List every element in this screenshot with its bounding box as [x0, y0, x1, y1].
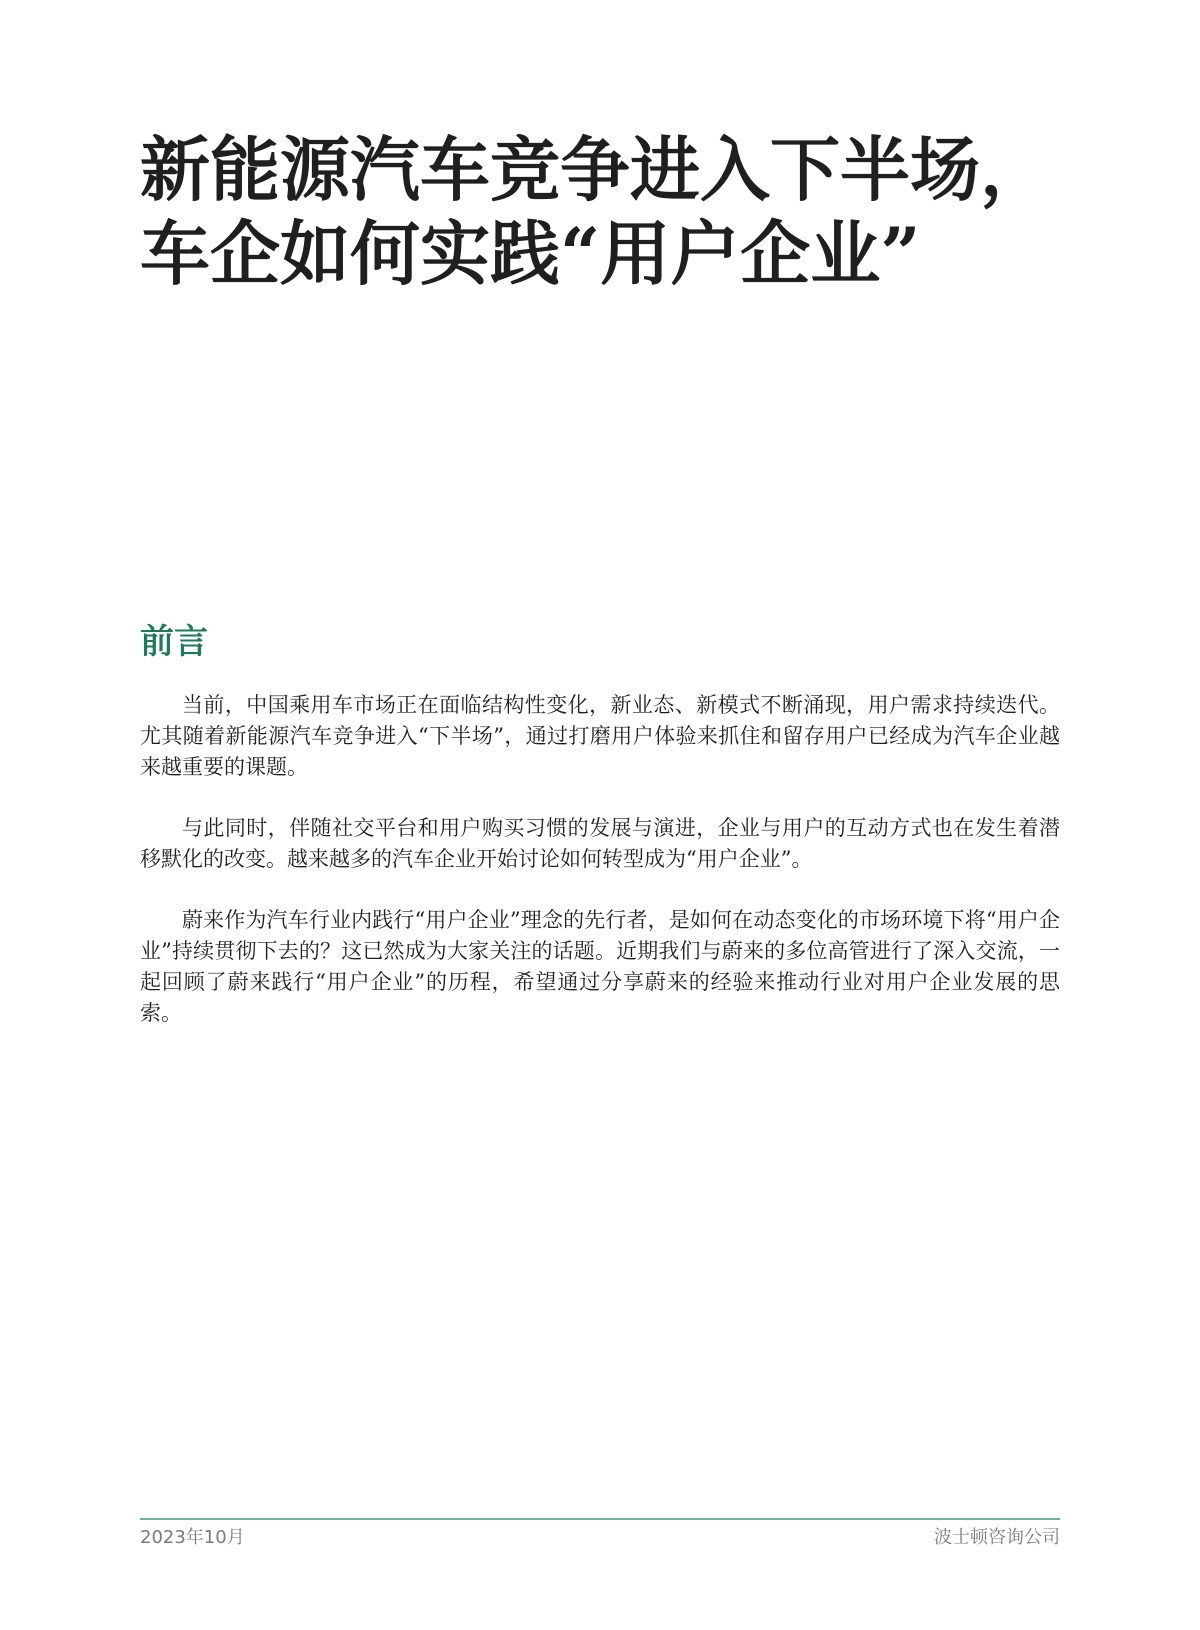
section-heading-preface: 前言 — [140, 622, 208, 662]
preface-body — [140, 690, 1060, 1059]
footer-organization: 波士顿咨询公司 — [934, 1527, 1060, 1548]
footer-divider — [140, 1518, 1060, 1520]
title-line-2: 车企如何实践“用户企业” — [140, 212, 921, 295]
paragraph-3: 蔚来作为汽车行业内践行“用户企业”理念的先行者，是如何在动态变化的市场环境下将“用户企业”持续贯彻下去的？这已然成为大家关注的话题。近期我们与蔚来的多位高管进行了深入交流，一起回顾了蔚来践行“用户企业”的历程，希望通过分享蔚来的经验来推动行业对用户企业发展的思索。 — [140, 908, 1060, 1025]
paragraph-2: 与此同时，伴随社交平台和用户购买习惯的发展与演进，企业与用户的互动方式也在发生着潜移默化的改变。越来越多的汽车企业开始讨论如何转型成为“用户企业”。 — [140, 816, 1060, 871]
title-line-1: 新能源汽车竞争进入下半场， — [140, 128, 1050, 211]
page-title — [140, 128, 1100, 296]
paragraph-1: 当前，中国乘用车市场正在面临结构性变化，新业态、新模式不断涌现，用户需求持续迭代。尤其随着新能源汽车竞争进入“下半场”，通过打磨用户体验来抓住和留存用户已经成为汽车企业越来越重要的课题。 — [140, 693, 1060, 779]
footer-date: 2023年10月 — [140, 1527, 245, 1548]
